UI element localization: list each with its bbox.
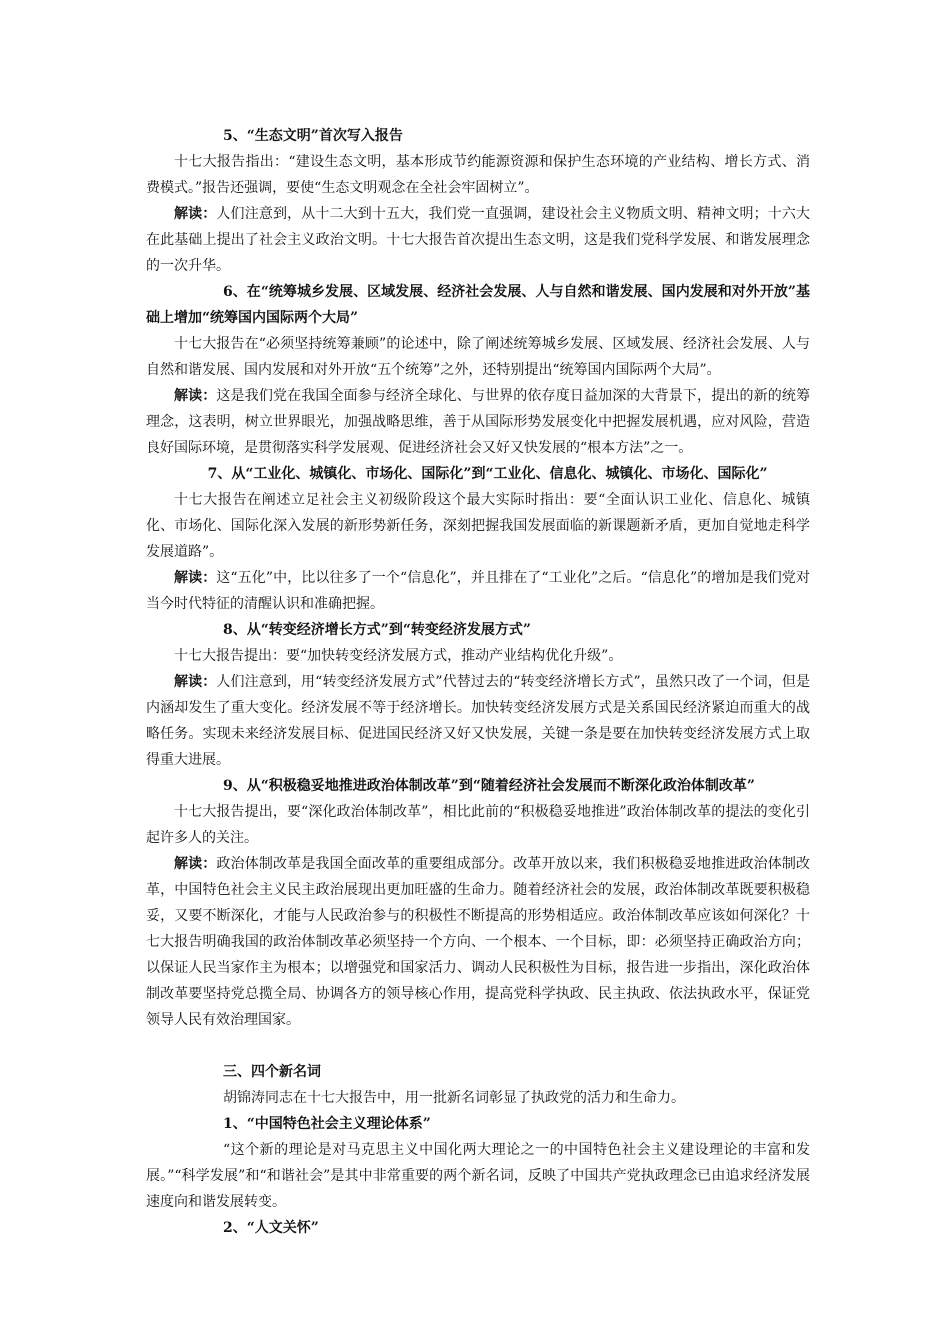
section-heading: 9、从“积极稳妥地推进政治体制改革”到“随着经济社会发展而不断深化政治体制改革” [223,778,755,794]
paragraph [146,851,810,1033]
interpretation-text: 人们注意到，用“转变经济发展方式”代替过去的“转变经济增长方式”，虽然只改了一个词，但是内涵却发生了重大变化。经济发展不等于经济增长。加快转变经济发展方式是关系国民经济紧迫而重大的战略任务。实现未来经济发展目标、促进国民经济又好又快发展，关键一条是要在加快转变经济发展方式上取得重大进展。 [146,674,810,768]
item-heading: 1、“中国特色社会主义理论体系” [223,1116,431,1132]
paragraph: 十七大报告指出：“建设生态文明，基本形成节约能源资源和保护生态环境的产业结构、增长方式、消费模式。”报告还强调，要使“生态文明观念在全社会牢固树立”。 [146,154,810,196]
interpretation-label: 解读： [174,388,217,404]
paragraph [146,669,810,773]
section-heading: 5、“生态文明”首次写入报告 [223,128,403,144]
interpretation-text: 政治体制改革是我国全面改革的重要组成部分。改革开放以来，我们积极稳妥地推进政治体制改革，中国特色社会主义民主政治展现出更加旺盛的生命力。随着经济社会的发展，政治体制改革既要积极稳妥，又要不断深化，才能与人民政治参与的积极性不断提高的形势相适应。政治体制改革应该如何深化？十七大报告明确我国的政治体制改革必须坚持一个方向、一个根本、一个目标，即：必须坚持正确政治方向；以保证人民当家作主为根本；以增强党和国家活力、调动人民积极性为目标，报告进一步指出，深化政治体制改革要坚持党总揽全局、协调各方的领导核心作用，提高党科学执政、民主执政、依法执政水平，保证党领导人民有效治理国家。 [146,856,811,1028]
paragraph [146,383,810,461]
paragraph [146,565,810,617]
paragraph: 十七大报告提出：要“加快转变经济发展方式，推动产业结构优化升级”。 [174,648,623,664]
paragraph [146,201,810,279]
interpretation-label: 解读： [174,856,217,872]
section-heading: 7、从“工业化、城镇化、市场化、国际化”到“工业化、信息化、城镇化、市场化、国际化” [207,466,768,482]
item-heading: 2、“人文关怀” [223,1220,319,1236]
document-body [146,123,810,1241]
part-heading: 三、四个新名词 [223,1064,321,1080]
paragraph: 胡锦涛同志在十七大报告中，用一批新名词彰显了执政党的活力和生命力。 [223,1090,685,1106]
interpretation-label: 解读： [174,206,217,222]
section-heading: 6、在“统筹城乡发展、区域发展、经济社会发展、人与自然和谐发展、国内发展和对外开放”基础上增加“统筹国内国际两个大局” [146,284,810,326]
section-heading: 8、从“转变经济增长方式”到“转变经济发展方式” [223,622,531,638]
spacer [146,1033,810,1059]
paragraph: 十七大报告提出，要“深化政治体制改革”，相比此前的“积极稳妥地推进”政治体制改革的提法的变化引起许多人的关注。 [146,804,810,846]
paragraph: 十七大报告在阐述立足社会主义初级阶段这个最大实际时指出：要“全面认识工业化、信息化、城镇化、市场化、国际化深入发展的新形势新任务，深刻把握我国发展面临的新课题新矛盾，更加自觉地走科学发展道路”。 [146,492,810,560]
interpretation-text: 这是我们党在我国全面参与经济全球化、与世界的依存度日益加深的大背景下，提出的新的统筹理念，这表明，树立世界眼光，加强战略思维，善于从国际形势发展变化中把握发展机遇，应对风险，营造良好国际环境，是贯彻落实科学发展观、促进经济社会又好又快发展的“根本方法”之一。 [146,388,811,456]
paragraph: “这个新的理论是对马克思主义中国化两大理论之一的中国特色社会主义建设理论的丰富和发展。”“科学发展”和“和谐社会”是其中非常重要的两个新名词，反映了中国共产党执政理念已由追求经济发展速度向和谐发展转变。 [146,1142,810,1210]
paragraph: 十七大报告在“必须坚持统筹兼顾”的论述中，除了阐述统筹城乡发展、区域发展、经济社会发展、人与自然和谐发展、国内发展和对外开放“五个统筹”之外，还特别提出“统筹国内国际两个大局”。 [146,336,810,378]
interpretation-label: 解读： [174,674,217,690]
interpretation-label: 解读： [174,570,217,586]
interpretation-text: 这“五化”中，比以往多了一个“信息化”，并且排在了“工业化”之后。“信息化”的增加是我们党对当今时代特征的清醒认识和准确把握。 [146,570,810,612]
interpretation-text: 人们注意到，从十二大到十五大，我们党一直强调，建设社会主义物质文明、精神文明；十六大在此基础上提出了社会主义政治文明。十七大报告首次提出生态文明，这是我们党科学发展、和谐发展理念的一次升华。 [146,206,811,274]
